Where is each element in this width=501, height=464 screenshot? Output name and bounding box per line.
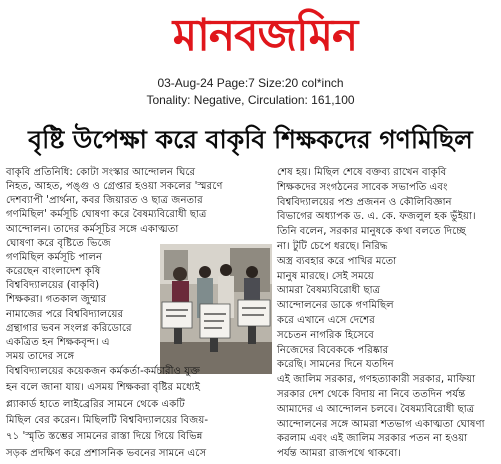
body-line: তিনি বলেন, সরকার মানুষকে কথা বলতে দিচ্ছে [277, 226, 466, 238]
left-column [6, 166, 223, 364]
body-line: করেছি। সামনের দিনে যতদিন [277, 359, 394, 371]
body-line: এই জালিম সরকার, গণহত্যাকারী সরকার, মাফিয়া [277, 374, 476, 386]
body-line: পর্যন্ত আমরা রাজপথে থাকবো। [277, 448, 401, 460]
body-line: মিছিল বের করেন। মিছিলটি বিশ্ববিদ্যালয়ের বিজয়- [6, 415, 209, 427]
body-line: শিক্ষকরা। গতকাল জুম্মার [6, 294, 107, 306]
newspaper-logo [150, 6, 380, 70]
masthead [0, 0, 501, 74]
protest-photo-illustration [160, 244, 272, 374]
news-photo [160, 244, 272, 374]
body-line: প্ল্যাকার্ড হাতে লাইব্রেরির সামনে থেকে একটি [6, 398, 185, 410]
body-line: করে এখানে এসে দেশের [277, 314, 375, 326]
body-line: নিজেদের বিবেককে পরিষ্কার [277, 344, 389, 356]
body-line: নিহত, আহত, পঙ্গু ও গ্রেপ্তার হওয়া সকলের 'স্মরণে [6, 181, 223, 193]
body-line: অস্ত্র ব্যবহার করে পাখির মতো [277, 255, 397, 267]
body-line: না। টুটি চেপে ধরছে। নিরিদ্ধ [277, 240, 388, 252]
body-line: আন্দোলনের সঙ্গে আমরা শতভাগ একাত্মতা ঘোষণা [277, 418, 485, 430]
body-line: গণমিছিল' কর্মসূচি ঘোষণা করে বৈষম্যবিরোধী ছাত্র [6, 209, 207, 221]
body-line: হন বলে জানা যায়। এসময় শিক্ষকরা বৃষ্টির মধ্যেই [6, 382, 201, 394]
body-line: করেছেন বাংলাদেশ কৃষি [6, 266, 101, 278]
body-line: সময় তাদের সঙ্গে [6, 351, 75, 363]
body-line: সচেতন নাগরিক হিসেবে [277, 329, 374, 341]
body-line: গণমিছিল কর্মসূচি পালন [6, 251, 103, 263]
clip-meta-line1: 03-Aug-24 Page:7 Size:20 col*inch [157, 76, 344, 90]
body-line: আমাদের এ আন্দোলন চলবে। বৈষম্যবিরোধী ছাত্র [277, 403, 475, 415]
body-line: একত্রিত হন শিক্ষকবৃন্দ। এ [6, 336, 110, 348]
left-bottom-column [6, 364, 272, 462]
body-line: গ্রন্থাগার ভবন সংলগ্ন করিডোরে [6, 322, 132, 334]
body-line: বিশ্ববিদ্যালয়ের (বাকৃবি) [6, 280, 100, 292]
body-line: বিশ্ববিদ্যালয়ের পশু প্রজনন ও কৌলিবিজ্ঞান [277, 196, 452, 208]
article-headline: বৃষ্টি উপেক্ষা করে বাকৃবি শিক্ষকদের গণমিছিল [28, 125, 473, 154]
body-line: আমরা বৈষম্যবিরোধী ছাত্র [277, 285, 381, 297]
body-line: আন্দোলনের ডাকে গণমিছিল [277, 300, 394, 312]
body-line: বিশ্ববিদ্যালয়ের কয়েকজন কর্মকর্তা-কর্মচারীও যুক্ত [6, 366, 200, 378]
right-column [277, 166, 495, 462]
body-line: সড়ক প্রদক্ষিণ করে প্রশাসনিক ভবনের সামনে এসে [6, 447, 207, 459]
body-line: দেশব্যাপী 'প্রার্থনা, কবর জিয়ারত ও ছাত্র জনতার [6, 195, 203, 207]
body-line: করলাম এবং এই জালিম সরকার পতন না হওয়া [277, 433, 468, 445]
body-line: সরকার দেশ থেকে বিদায় না নিবে ততদিন পর্যন্ত [277, 388, 466, 400]
body-line: বিভাগের অধ্যাপক ড. এ. কে. ফজলুল হক ভুঁইয়া। [277, 211, 476, 223]
body-line: শিক্ষকদের সংগঠনের সাবেক সভাপতি এবং [277, 181, 448, 193]
body-line: মানুষ মারছে। সেই সময়ে [277, 270, 374, 282]
body-line: বাকৃবি প্রতিনিধি: কোটা সংস্কার আন্দোলন ঘিরে [6, 167, 196, 178]
logo-wordmark: মানবজমিন [172, 10, 358, 61]
body-line: আন্দোলন। তাদের কর্মসূচির সঙ্গে একাত্মতা [6, 223, 179, 235]
clip-meta-line2: Tonality: Negative, Circulation: 161,100 [146, 93, 355, 107]
body-line: নামাজের পরে বিশ্ববিদ্যালয়ের [6, 308, 124, 320]
body-line: শেষ হয়। মিছিল শেষে বক্তব্য রাখেন বাকৃবি [277, 167, 447, 178]
body-line: ঘোষণা করে বৃষ্টিতে ভিজে [6, 237, 111, 249]
body-line: ৭১ 'স্মৃতি স্তম্ভের সামনের রাস্তা দিয়ে গিয়ে বিভিন্ন [6, 431, 203, 443]
